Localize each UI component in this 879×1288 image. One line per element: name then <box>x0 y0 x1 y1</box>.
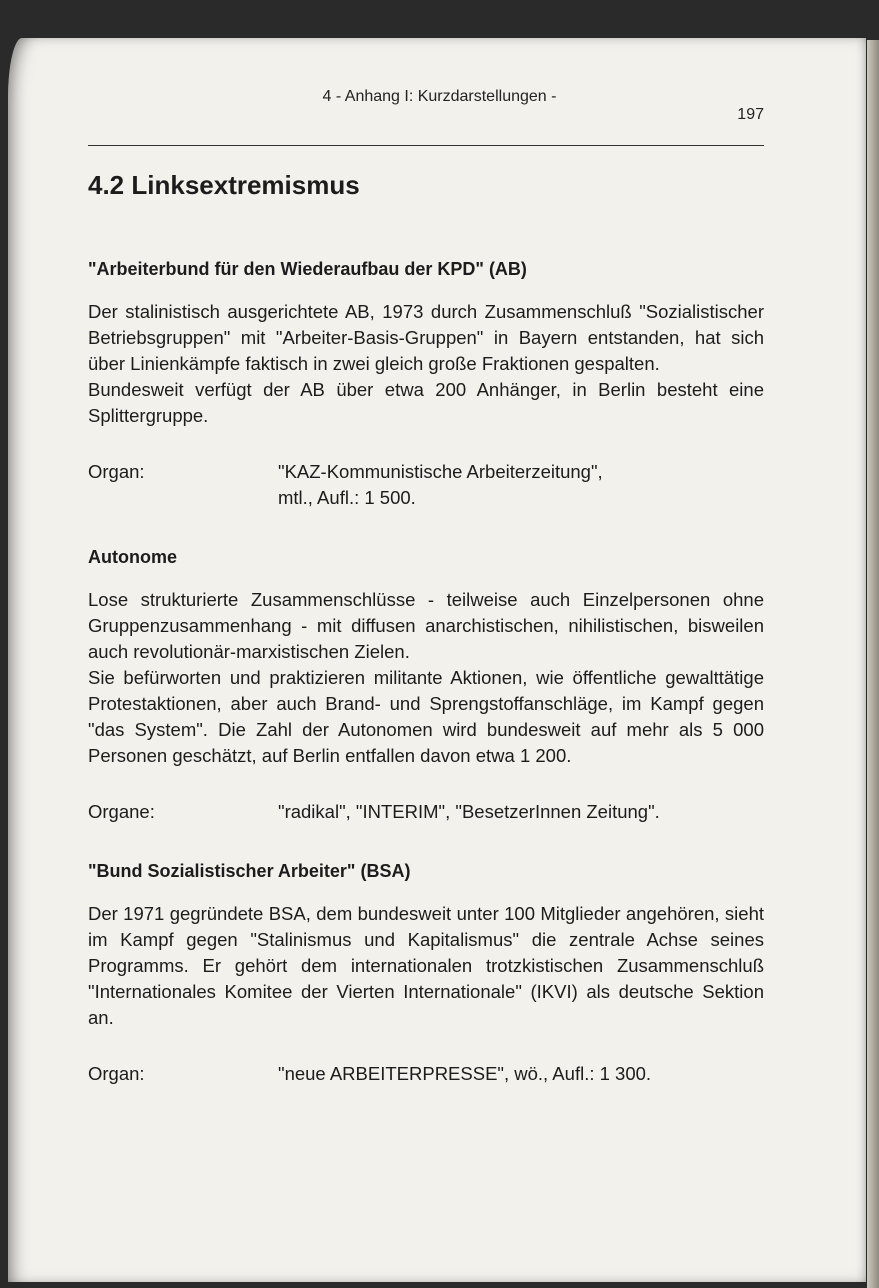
organ-label: Organ: <box>88 1063 145 1084</box>
organ-line: "KAZ-Kommunistische Arbeiterzeitung", <box>278 461 603 482</box>
header-rule <box>88 145 764 146</box>
section-autonome <box>88 543 764 825</box>
organ-line: "neue ARBEITERPRESSE", wö., Aufl.: 1 300. <box>278 1063 652 1084</box>
chapter-title: 4.2 Linksextremismus <box>88 170 360 200</box>
section-paragraph: Der 1971 gegründete BSA, dem bundesweit unter 100 Mitglieder angehören, sieht im Kampf gegen "Stalinismus und Kapitalismus" die zentrale Achse seines Programms. Er gehört dem internationalen trotzkistischen Zusammenschluß "Internationales Komitee der Vierten Internationale" (IKVI) als deutsche Sektion an. <box>88 903 764 1028</box>
organ-label: Organe: <box>88 801 155 822</box>
organ-entry <box>88 799 764 825</box>
page-number: 197 <box>737 106 764 123</box>
organ-line: mtl., Aufl.: 1 500. <box>278 487 416 508</box>
section-bsa <box>88 857 764 1087</box>
organ-entry <box>88 1061 764 1087</box>
organ-value <box>278 459 603 511</box>
running-header: 4 - Anhang I: Kurzdarstellungen - <box>322 88 557 105</box>
page-content <box>88 165 764 1119</box>
section-heading: "Arbeiterbund für den Wiederaufbau der KPD" (AB) <box>88 259 527 279</box>
organ-line: "radikal", "INTERIM", "BesetzerInnen Zeitung". <box>278 801 660 822</box>
organ-label: Organ: <box>88 461 145 482</box>
section-ab <box>88 255 764 511</box>
page-edge <box>867 40 879 1288</box>
section-paragraph: Lose strukturierte Zusammenschlüsse - teilweise auch Einzelpersonen ohne Gruppenzusammenhang - mit diffusen anarchistischen, nihilistischen, bisweilen auch revolutionär-marxistischen Zielen. <box>88 589 764 662</box>
section-paragraph: Sie befürworten und praktizieren militante Aktionen, wie öffentliche gewalttätige Protestaktionen, aber auch Brand- und Sprengstoffanschläge, im Kampf gegen "das System". Die Zahl der Autonomen wird bundesweit auf mehr als 5 000 Personen geschätzt, auf Berlin entfallen davon etwa 1 200. <box>88 667 764 766</box>
section-heading: "Bund Sozialistischer Arbeiter" (BSA) <box>88 861 411 881</box>
section-paragraph: Bundesweit verfügt der AB über etwa 200 Anhänger, in Berlin besteht eine Splittergruppe. <box>88 379 764 426</box>
section-paragraph: Der stalinistisch ausgerichtete AB, 1973 durch Zusammenschluß "Sozialistischer Betriebsgruppen" mit "Arbeiter-Basis-Gruppen" in Bayern entstanden, hat sich über Linienkämpfe faktisch in zwei gleich große Fraktionen gespalten. <box>88 301 764 374</box>
organ-entry <box>88 459 764 511</box>
section-heading: Autonome <box>88 547 177 567</box>
